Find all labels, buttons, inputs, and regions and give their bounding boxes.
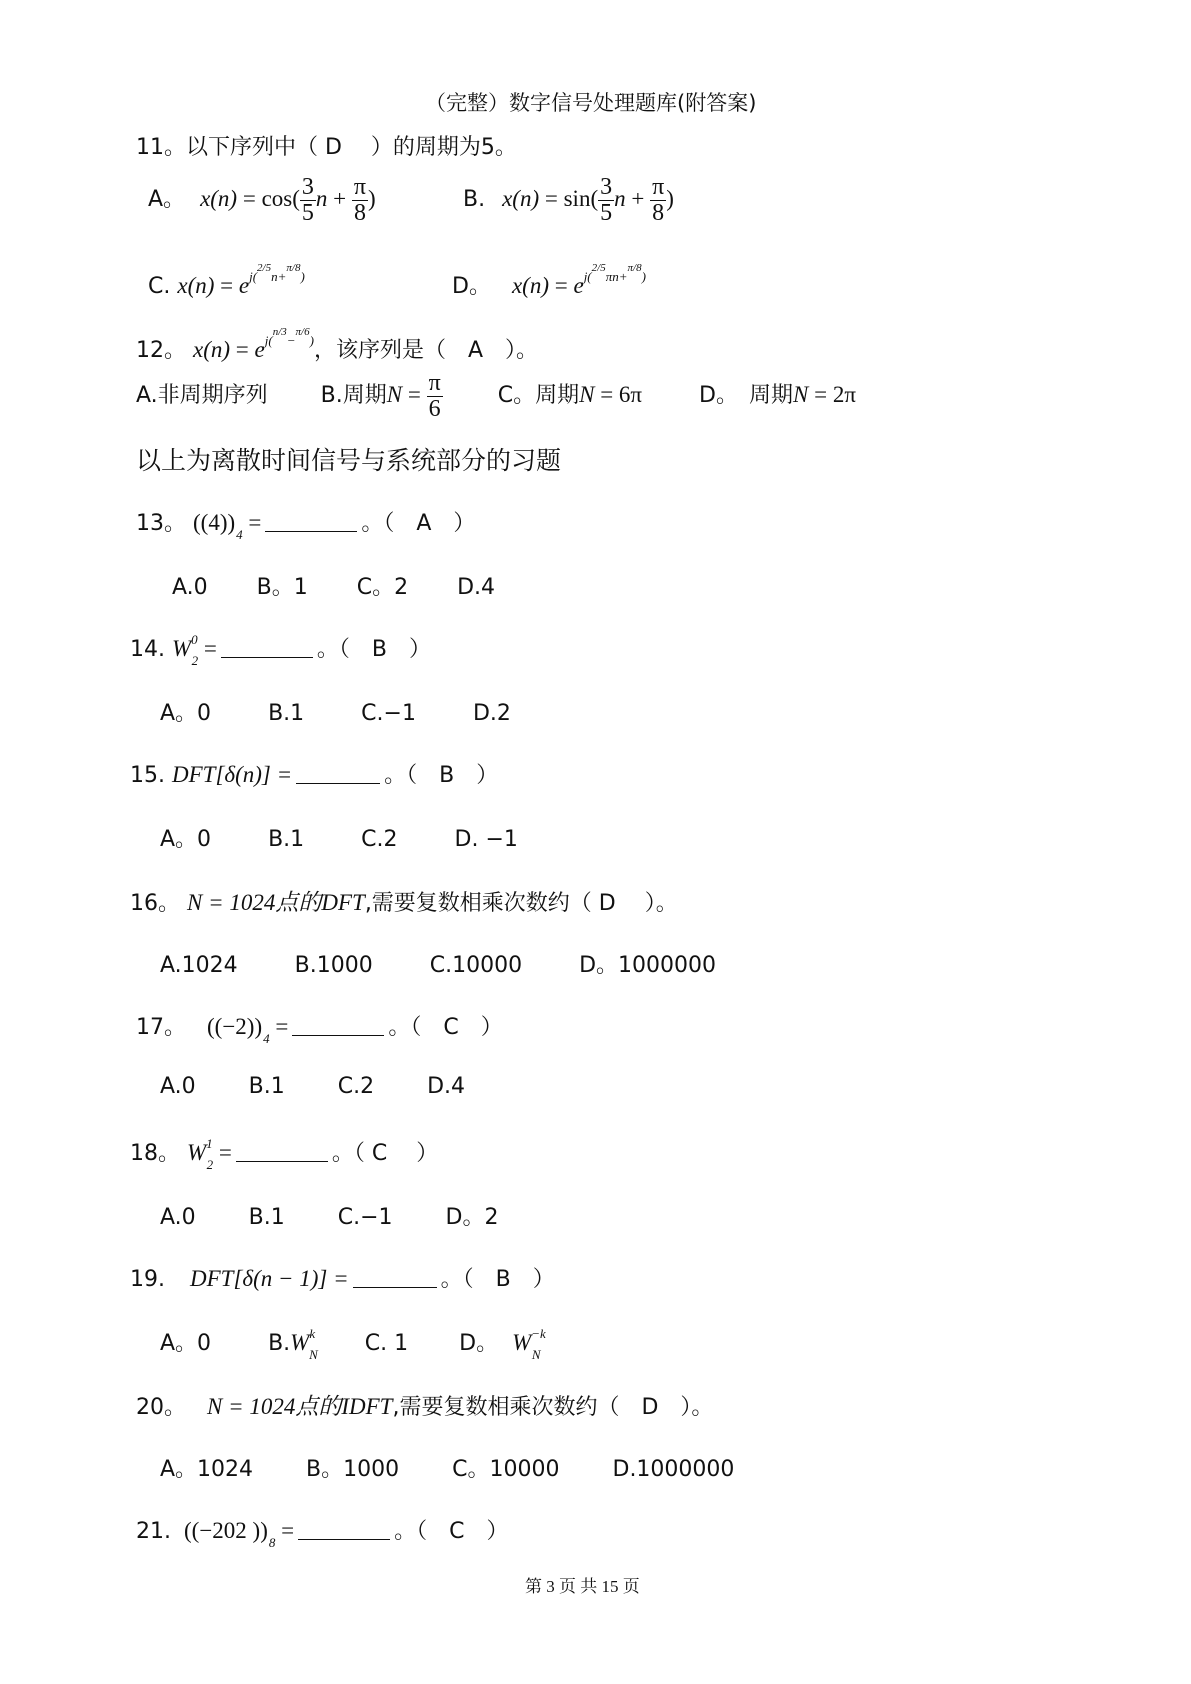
formula: $W^k_N$: [290, 1326, 318, 1362]
option-c: C.10000: [429, 953, 523, 978]
option-b: B.: [268, 1331, 291, 1356]
option-b: B。1: [256, 575, 308, 600]
option-c: C。周期: [497, 382, 580, 408]
question-tail: 。（ C ）: [331, 1141, 439, 1166]
page-footer: 第 3 页 共 15 页: [525, 1577, 640, 1596]
option-label: D。: [452, 274, 491, 299]
option-d: D。: [459, 1331, 499, 1356]
question-12-stem: [136, 326, 538, 364]
question-11-option-a: [148, 175, 376, 226]
formula: N = 1024点的DFT: [187, 890, 365, 915]
question-15-options: [160, 822, 518, 853]
question-tail: 。（ C ）: [388, 1015, 503, 1040]
option-d: D. −1: [454, 827, 518, 852]
option-a: A.0: [160, 1074, 196, 1099]
question-19-options: [160, 1326, 546, 1363]
formula-c: $x(n) = e^{j(2/5n+\pi/8)}$: [177, 262, 305, 298]
question-number: 12。: [136, 338, 186, 363]
option-b: B.1: [248, 1205, 285, 1230]
option-b: B.1000: [294, 953, 373, 978]
question-12-options: [136, 371, 856, 422]
question-number: 14.: [130, 637, 165, 662]
question-tail: ,需要复数相乘次数约（ D ）。: [392, 1395, 714, 1420]
question-tail: 。（ B ）: [440, 1267, 555, 1292]
answer-blank: [296, 765, 380, 784]
option-label: A。: [148, 186, 186, 212]
option-d: D.4: [457, 575, 496, 600]
option-c: C. 1: [364, 1331, 409, 1356]
option-c: C。2: [356, 575, 409, 600]
question-tail: 。（ A ）: [361, 511, 476, 536]
formula: N = 2π: [793, 381, 856, 407]
question-number: 21.: [136, 1519, 171, 1544]
question-19-stem: [130, 1262, 555, 1293]
question-tail: ，该序列是（ A ）。: [313, 338, 539, 363]
question-15-stem: [130, 758, 498, 789]
formula: ((−202 ))$_8$ =: [184, 1518, 295, 1550]
page-header: （完整）数字信号处理题库(附答案): [425, 91, 757, 115]
option-a: A。0: [160, 827, 212, 852]
question-14-stem: [130, 632, 431, 669]
option-d: D.4: [427, 1074, 466, 1099]
option-c: C。10000: [452, 1457, 560, 1482]
question-number: 20。: [136, 1395, 186, 1420]
question-number: 13。: [136, 511, 186, 536]
question-18-options: [160, 1200, 499, 1231]
question-11-option-d: [452, 262, 646, 300]
answer-blank: [221, 639, 313, 658]
option-a: A.0: [172, 575, 208, 600]
question-number: 19.: [130, 1267, 165, 1292]
formula: N = 1024点的IDFT: [207, 1394, 393, 1419]
option-b: B。1000: [306, 1457, 400, 1482]
option-d: D。1000000: [579, 953, 716, 978]
section-heading: 以上为离散时间信号与系统部分的习题: [136, 446, 562, 475]
question-20-options: [160, 1452, 734, 1483]
formula-a: x(n) = cos( $\frac{3}{5}$ n + $\frac{\pi}{8}$ ): [200, 174, 376, 227]
answer-blank: [298, 1521, 390, 1540]
option-c: C.−1: [361, 701, 416, 726]
question-11-option-c: [148, 262, 305, 299]
formula: N = 6π: [579, 381, 643, 407]
option-b: B.周期: [320, 382, 387, 408]
question-11-option-b: [463, 175, 674, 226]
question-number: 15.: [130, 763, 165, 788]
formula: N = $\frac{\pi}{6}$: [386, 370, 441, 423]
option-a: A.1024: [160, 953, 238, 978]
answer-blank: [265, 513, 357, 532]
answer-blank: [236, 1143, 328, 1162]
question-11-stem: 11。以下序列中（ D ）的周期为5。: [136, 135, 517, 160]
question-13-stem: [136, 506, 475, 543]
question-17-stem: [136, 1010, 503, 1047]
answer-blank: [292, 1017, 384, 1036]
option-d: D.2: [472, 701, 511, 726]
formula: $((-2))_4$ =: [207, 1014, 289, 1046]
formula-b: x(n) = sin( $\frac{3}{5}$ n + $\frac{\pi}{8}$ ): [502, 174, 674, 227]
answer-blank: [353, 1269, 437, 1288]
option-a: A。1024: [160, 1457, 254, 1482]
option-a: A。0: [160, 701, 212, 726]
formula: $x(n) = e^{j(n/3-\pi/6)}$: [193, 326, 314, 362]
option-b: B.1: [268, 701, 305, 726]
option-c: C.2: [361, 827, 398, 852]
question-21-stem: [136, 1514, 508, 1551]
question-number: 16。: [130, 891, 180, 916]
question-18-stem: [130, 1136, 438, 1173]
option-a: A.非周期序列: [136, 382, 268, 408]
option-c: C.−1: [337, 1205, 393, 1230]
question-14-options: [160, 696, 511, 727]
option-label: B.: [463, 186, 486, 212]
option-d: D。 周期: [699, 382, 793, 408]
formula: DFT[δ(n − 1)] =: [190, 1266, 349, 1291]
question-number: 18。: [130, 1141, 180, 1166]
option-a: A。0: [160, 1331, 212, 1356]
option-d: D.1000000: [612, 1457, 735, 1482]
formula: $W^1_2$ =: [187, 1136, 232, 1172]
question-20-stem: [136, 1388, 713, 1421]
question-16-options: [160, 948, 716, 979]
formula: $W^{-k}_N$: [512, 1326, 546, 1362]
formula: $W^0_2$ =: [172, 632, 217, 668]
question-tail: 。（ B ）: [384, 763, 499, 788]
question-number: 17。: [136, 1015, 186, 1040]
question-16-stem: [130, 884, 678, 917]
question-13-options: [172, 570, 495, 601]
question-17-options: [160, 1074, 465, 1099]
question-tail: 。（ B ）: [316, 637, 431, 662]
formula: DFT[δ(n)] =: [172, 762, 293, 787]
option-label: C.: [148, 274, 171, 299]
formula: $((4))_4$ =: [193, 510, 262, 542]
question-tail: 。（ C ）: [394, 1519, 509, 1544]
option-b: B.1: [268, 827, 305, 852]
option-d: D。2: [445, 1205, 499, 1230]
question-tail: ,需要复数相乘次数约（ D ）。: [364, 891, 678, 916]
option-c: C.2: [337, 1074, 375, 1099]
option-b: B.1: [248, 1074, 285, 1099]
formula-d: $x(n) = e^{j(2/5\pi n+\pi/8)}$: [511, 262, 646, 298]
option-a: A.0: [160, 1205, 196, 1230]
